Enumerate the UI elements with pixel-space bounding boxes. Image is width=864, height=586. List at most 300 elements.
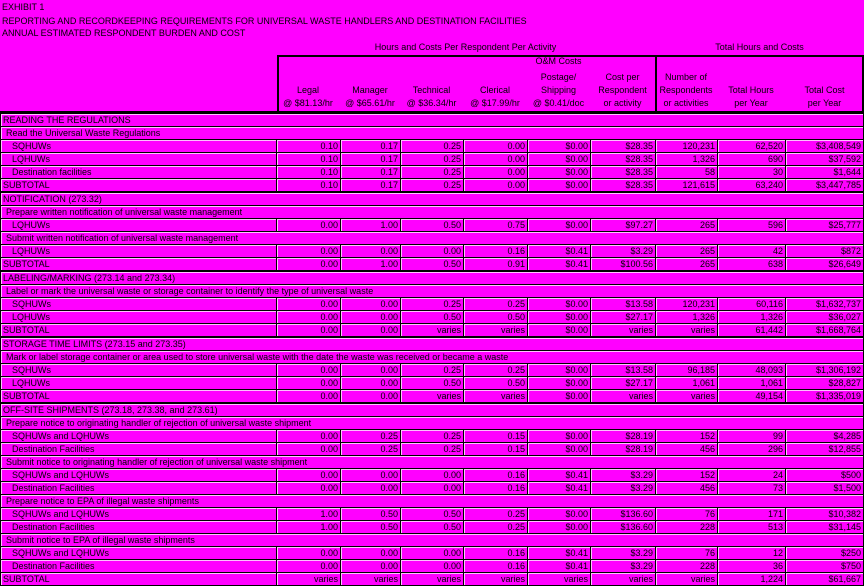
table-row-data: [1, 560, 863, 573]
cell-value: 0.25: [401, 430, 464, 443]
cell-value: 0.00: [401, 245, 464, 258]
column-header-line: Cost per: [605, 72, 640, 82]
cell-value: 61,442: [718, 324, 786, 337]
cell-value: $500: [786, 469, 863, 482]
cell-value: 0.00: [341, 560, 401, 573]
cell-value: $4,285: [786, 430, 863, 443]
cell-value: 0.16: [464, 482, 528, 495]
cell-value: 1,224: [718, 573, 786, 586]
cell-value: $0.00: [528, 508, 591, 521]
cell-label: STORAGE TIME LIMITS (273.15 and 273.35): [1, 338, 863, 351]
column-header-line: Legal: [296, 85, 320, 95]
cell-value: $0.00: [528, 219, 591, 232]
cell-value: 0.00: [341, 390, 401, 403]
cell-value: varies: [656, 390, 718, 403]
cell-value: 0.50: [401, 508, 464, 521]
cell-value: 638: [718, 258, 786, 271]
table-row-section: [1, 403, 863, 417]
group-header-totals: Total Hours and Costs: [715, 42, 804, 52]
cell-value: 62,520: [718, 140, 786, 153]
cell-value: $27.17: [591, 377, 656, 390]
om-costs-header: O&M Costs: [535, 56, 582, 66]
cell-value: varies: [464, 573, 528, 586]
table-row-subtotal: [1, 390, 863, 403]
cell-value: 60,116: [718, 298, 786, 311]
cell-label: SQHUWs: [1, 298, 277, 311]
cell-value: 99: [718, 430, 786, 443]
cell-value: $1,500: [786, 482, 863, 495]
cell-value: $0.00: [528, 324, 591, 337]
cell-value: 0.25: [464, 521, 528, 534]
cell-value: $872: [786, 245, 863, 258]
cell-value: 0.00: [464, 140, 528, 153]
cell-value: 0.00: [341, 311, 401, 324]
cell-label: SUBTOTAL: [1, 573, 277, 586]
cell-value: 1.00: [277, 521, 341, 534]
cell-value: 0.10: [277, 140, 341, 153]
cell-value: 0.17: [341, 179, 401, 192]
cell-value: 0.10: [277, 179, 341, 192]
cell-value: $1,668,764: [786, 324, 863, 337]
cell-value: $0.00: [528, 430, 591, 443]
column-header: [785, 69, 864, 111]
cell-value: $28.35: [591, 166, 656, 179]
cell-value: $1,306,192: [786, 364, 863, 377]
cell-value: $0.00: [528, 377, 591, 390]
cell-label: SQHUWs and LQHUWs: [1, 547, 277, 560]
table-row-subtotal: [1, 324, 863, 337]
cell-value: $10,382: [786, 508, 863, 521]
cell-value: varies: [656, 573, 718, 586]
column-header-line: @ $81.13/hr: [283, 98, 333, 108]
column-header-line: Respondent: [598, 85, 647, 95]
cell-value: $3.29: [591, 547, 656, 560]
cell-value: 0.25: [464, 298, 528, 311]
table-row-data: [1, 153, 863, 166]
cell-value: $27.17: [591, 311, 656, 324]
cell-value: 690: [718, 153, 786, 166]
cell-value: 296: [718, 443, 786, 456]
cell-value: 456: [656, 482, 718, 495]
cell-value: 0.00: [341, 245, 401, 258]
cell-value: $0.41: [528, 482, 591, 495]
cell-value: 120,231: [656, 140, 718, 153]
cell-value: 48,093: [718, 364, 786, 377]
cell-label: SUBTOTAL: [1, 258, 277, 271]
cell-value: varies: [401, 324, 464, 337]
table-row-data: [1, 377, 863, 390]
cell-value: 0.50: [401, 219, 464, 232]
column-header-line: @ $17.99/hr: [470, 98, 520, 108]
table-row-subtotal: [1, 258, 863, 271]
cell-value: 0.00: [401, 560, 464, 573]
cell-value: $31,145: [786, 521, 863, 534]
cell-value: 0.00: [277, 443, 341, 456]
cell-label: SQHUWs and LQHUWs: [1, 430, 277, 443]
cell-value: 265: [656, 219, 718, 232]
burden-table: [0, 41, 864, 586]
cell-value: $0.00: [528, 390, 591, 403]
cell-label: LQHUWs: [1, 377, 277, 390]
table-row-activity: [1, 534, 863, 547]
cell-value: $28.19: [591, 443, 656, 456]
cell-value: 0.10: [277, 153, 341, 166]
cell-value: 0.25: [464, 508, 528, 521]
cell-value: $37,592: [786, 153, 863, 166]
table-row-activity: [1, 206, 863, 219]
cell-value: $0.00: [528, 521, 591, 534]
cell-value: 0.00: [341, 482, 401, 495]
cell-value: 0.17: [341, 153, 401, 166]
cell-value: varies: [464, 390, 528, 403]
cell-value: varies: [277, 573, 341, 586]
cell-value: 1,326: [656, 311, 718, 324]
column-header: [655, 69, 717, 111]
cell-value: varies: [656, 324, 718, 337]
cell-value: 0.00: [341, 298, 401, 311]
table-row-data: [1, 364, 863, 377]
cell-value: $0.41: [528, 547, 591, 560]
cell-value: $0.00: [528, 140, 591, 153]
column-header: [590, 69, 655, 111]
exhibit-label: EXHIBIT 1: [2, 2, 45, 12]
column-header-line: Technical: [412, 85, 451, 95]
cell-label: OFF-SITE SHIPMENTS (273.18, 273.38, and 273.61): [1, 404, 863, 417]
cell-value: 0.91: [464, 258, 528, 271]
cell-value: 0.25: [401, 179, 464, 192]
cell-value: 0.00: [277, 430, 341, 443]
column-header-line: or activities: [663, 98, 709, 108]
cell-value: 0.25: [401, 443, 464, 456]
report-title: REPORTING AND RECORDKEEPING REQUIREMENTS FOR UNIVERSAL WASTE HANDLERS AND DESTINATION FACILITIES: [2, 16, 527, 26]
cell-value: 1,326: [656, 153, 718, 166]
cell-value: $13.58: [591, 364, 656, 377]
cell-value: 228: [656, 521, 718, 534]
cell-value: $136.60: [591, 508, 656, 521]
cell-value: 0.17: [341, 166, 401, 179]
cell-value: 0.00: [277, 245, 341, 258]
cell-value: 0.00: [277, 219, 341, 232]
cell-value: 0.25: [401, 153, 464, 166]
cell-value: 0.00: [341, 364, 401, 377]
cell-value: 0.00: [277, 560, 341, 573]
cell-value: $61,667: [786, 573, 863, 586]
cell-value: $0.41: [528, 245, 591, 258]
cell-value: 0.25: [401, 364, 464, 377]
cell-value: 76: [656, 547, 718, 560]
cell-value: 0.25: [401, 298, 464, 311]
cell-value: 0.15: [464, 430, 528, 443]
table-row-subtotal: [1, 573, 863, 586]
column-header-line: or activity: [603, 98, 642, 108]
cell-value: $28,827: [786, 377, 863, 390]
table-row-section: [1, 271, 863, 285]
column-group-row: [0, 41, 864, 55]
cell-value: 0.00: [464, 179, 528, 192]
cell-value: $0.41: [528, 469, 591, 482]
table-row-subtotal: [1, 179, 863, 192]
cell-label: LQHUWs: [1, 219, 277, 232]
cell-value: varies: [401, 390, 464, 403]
cell-value: 0.75: [464, 219, 528, 232]
cell-value: 0.00: [277, 364, 341, 377]
cell-label: Submit written notification of universal waste management: [1, 232, 863, 245]
column-header-line: Respondents: [659, 85, 713, 95]
cell-value: $25,777: [786, 219, 863, 232]
table-row-data: [1, 311, 863, 324]
cell-label: LABELING/MARKING (273.14 and 273.34): [1, 272, 863, 285]
cell-value: 0.50: [401, 258, 464, 271]
group-header-per-respondent: Hours and Costs Per Respondent Per Activity: [374, 42, 557, 52]
column-header-line: Number of: [664, 72, 708, 82]
table-row-data: [1, 219, 863, 232]
table-row-data: [1, 298, 863, 311]
cell-label: SUBTOTAL: [1, 324, 277, 337]
cell-value: varies: [341, 573, 401, 586]
column-header-line: @ $65.61/hr: [345, 98, 395, 108]
cell-value: $0.41: [528, 560, 591, 573]
cell-value: $0.00: [528, 153, 591, 166]
cell-label: SUBTOTAL: [1, 179, 277, 192]
cell-value: 1.00: [341, 219, 401, 232]
cell-value: 0.50: [464, 311, 528, 324]
cell-value: 228: [656, 560, 718, 573]
column-header-line: per Year: [734, 98, 768, 108]
cell-value: $0.00: [528, 179, 591, 192]
cell-value: $28.35: [591, 153, 656, 166]
cell-label: LQHUWs: [1, 245, 277, 258]
cell-value: 30: [718, 166, 786, 179]
cell-value: 63,240: [718, 179, 786, 192]
cell-value: varies: [401, 573, 464, 586]
cell-value: 0.50: [341, 521, 401, 534]
cell-label: Mark or label storage container or area used to store universal waste with the date the waste was received or became a waste: [1, 351, 863, 364]
cell-value: 0.50: [401, 377, 464, 390]
cell-value: 513: [718, 521, 786, 534]
cell-value: varies: [464, 324, 528, 337]
cell-value: 0.00: [401, 482, 464, 495]
table-row-data: [1, 469, 863, 482]
cell-value: 121,615: [656, 179, 718, 192]
table-row-data: [1, 521, 863, 534]
cell-value: $26,649: [786, 258, 863, 271]
table-row-data: [1, 482, 863, 495]
cell-value: 49,154: [718, 390, 786, 403]
cell-value: $0.00: [528, 166, 591, 179]
cell-label: SQHUWs and LQHUWs: [1, 469, 277, 482]
cell-value: $97.27: [591, 219, 656, 232]
cell-label: LQHUWs: [1, 153, 277, 166]
cell-label: SQHUWs: [1, 364, 277, 377]
cell-value: 0.00: [277, 390, 341, 403]
cell-value: 1.00: [277, 508, 341, 521]
cell-value: 0.00: [464, 153, 528, 166]
cell-value: 58: [656, 166, 718, 179]
cell-value: 1,061: [656, 377, 718, 390]
cell-value: $28.19: [591, 430, 656, 443]
cell-value: 0.25: [464, 364, 528, 377]
table-row-data: [1, 508, 863, 521]
cell-value: $750: [786, 560, 863, 573]
cell-value: $0.00: [528, 364, 591, 377]
cell-value: 0.00: [401, 547, 464, 560]
column-header: [717, 69, 785, 111]
cell-value: 96,185: [656, 364, 718, 377]
cell-value: 0.25: [341, 430, 401, 443]
title-block: [0, 0, 864, 39]
cell-value: 456: [656, 443, 718, 456]
cell-value: 0.25: [401, 166, 464, 179]
column-header-box: [0, 55, 864, 111]
cell-label: Destination Facilities: [1, 482, 277, 495]
cell-value: 1,061: [718, 377, 786, 390]
column-header: [340, 69, 400, 111]
cell-value: 596: [718, 219, 786, 232]
cell-value: $100.56: [591, 258, 656, 271]
cell-value: $250: [786, 547, 863, 560]
cell-value: 0.00: [341, 469, 401, 482]
cell-value: varies: [591, 573, 656, 586]
cell-value: $1,632,737: [786, 298, 863, 311]
cell-value: 0.16: [464, 547, 528, 560]
cell-value: 0.25: [341, 443, 401, 456]
cell-value: 0.00: [277, 469, 341, 482]
table-row-section: [1, 192, 863, 206]
column-header-line: per Year: [807, 98, 842, 108]
column-header-line: Clerical: [479, 85, 510, 95]
column-header: [527, 69, 590, 111]
cell-value: $3.29: [591, 245, 656, 258]
cell-value: 265: [656, 245, 718, 258]
table-row-data: [1, 166, 863, 179]
cell-value: 0.50: [341, 508, 401, 521]
cell-value: 0.15: [464, 443, 528, 456]
cell-label: Prepare notice to EPA of illegal waste shipments: [1, 495, 863, 508]
cell-value: 0.17: [341, 140, 401, 153]
column-header: [400, 69, 463, 111]
column-header: [276, 69, 340, 111]
cell-value: 0.25: [401, 140, 464, 153]
cell-value: 0.00: [464, 166, 528, 179]
cell-value: varies: [528, 573, 591, 586]
cell-value: 0.00: [277, 298, 341, 311]
cell-value: $28.35: [591, 140, 656, 153]
cell-value: 73: [718, 482, 786, 495]
table-row-activity: [1, 495, 863, 508]
cell-label: NOTIFICATION (273.32): [1, 193, 863, 206]
cell-value: $3.29: [591, 560, 656, 573]
cell-value: $0.00: [528, 298, 591, 311]
cell-value: 0.00: [277, 311, 341, 324]
cell-value: 0.00: [277, 324, 341, 337]
cell-value: 120,231: [656, 298, 718, 311]
table-row-data: [1, 547, 863, 560]
table-row-data: [1, 443, 863, 456]
cell-value: 24: [718, 469, 786, 482]
cell-value: 0.00: [277, 377, 341, 390]
column-header-line: Manager: [352, 85, 388, 95]
cell-value: 0.10: [277, 166, 341, 179]
cell-label: READING THE REGULATIONS: [1, 114, 863, 127]
table-row-section: [1, 113, 863, 127]
cell-label: Destination Facilities: [1, 443, 277, 456]
cell-label: Destination Facilities: [1, 560, 277, 573]
table-row-activity: [1, 232, 863, 245]
table-row-section: [1, 337, 863, 351]
column-header-line: Shipping: [540, 85, 577, 95]
cell-value: $3.29: [591, 482, 656, 495]
cell-value: 0.00: [401, 469, 464, 482]
cell-value: 265: [656, 258, 718, 271]
report-subtitle: ANNUAL ESTIMATED RESPONDENT BURDEN AND COST: [2, 28, 246, 38]
cell-value: $12,855: [786, 443, 863, 456]
cell-value: $1,644: [786, 166, 863, 179]
cell-value: 42: [718, 245, 786, 258]
cell-label: Submit notice to EPA of illegal waste shipments: [1, 534, 863, 547]
cell-value: 0.16: [464, 469, 528, 482]
column-header-line: Postage/: [540, 72, 577, 82]
cell-value: 152: [656, 469, 718, 482]
table-row-activity: [1, 351, 863, 364]
cell-value: $0.00: [528, 311, 591, 324]
cell-label: Destination facilities: [1, 166, 277, 179]
cell-label: Submit notice to originating handler of rejection of universal waste shipment: [1, 456, 863, 469]
cell-value: $0.00: [528, 443, 591, 456]
cell-value: varies: [591, 390, 656, 403]
cell-label: SUBTOTAL: [1, 390, 277, 403]
cell-label: LQHUWs: [1, 311, 277, 324]
cell-value: 0.16: [464, 245, 528, 258]
cell-value: 171: [718, 508, 786, 521]
column-header-line: @ $0.41/doc: [532, 98, 585, 108]
cell-value: 76: [656, 508, 718, 521]
cell-label: Prepare written notification of universal waste management: [1, 206, 863, 219]
cell-label: Destination Facilities: [1, 521, 277, 534]
cell-value: 0.00: [277, 258, 341, 271]
cell-label: Read the Universal Waste Regulations: [1, 127, 863, 140]
cell-value: 0.00: [277, 482, 341, 495]
cell-value: 36: [718, 560, 786, 573]
cell-value: 0.50: [401, 521, 464, 534]
column-header-line: Total Cost: [804, 85, 845, 95]
cell-value: $1,335,019: [786, 390, 863, 403]
cell-value: 0.50: [464, 377, 528, 390]
cell-value: 152: [656, 430, 718, 443]
table-row-data: [1, 245, 863, 258]
table-row-data: [1, 430, 863, 443]
column-header-line: @ $36.34/hr: [406, 98, 457, 108]
cell-value: varies: [591, 324, 656, 337]
cell-value: $0.41: [528, 258, 591, 271]
cell-value: $3.29: [591, 469, 656, 482]
cell-value: 0.16: [464, 560, 528, 573]
table-row-data: [1, 140, 863, 153]
cell-value: 0.50: [401, 311, 464, 324]
cell-value: 1.00: [341, 258, 401, 271]
cell-label: Prepare notice to originating handler of rejection of universal waste shipment: [1, 417, 863, 430]
table-row-activity: [1, 417, 863, 430]
table-row-activity: [1, 456, 863, 469]
cell-value: 0.00: [277, 547, 341, 560]
column-header: [463, 69, 527, 111]
table-row-activity: [1, 285, 863, 298]
cell-value: $136.60: [591, 521, 656, 534]
table-body: [0, 111, 864, 586]
cell-value: $3,408,549: [786, 140, 863, 153]
column-header-line: Total Hours: [728, 85, 774, 95]
cell-value: 1,326: [718, 311, 786, 324]
cell-value: $28.35: [591, 179, 656, 192]
